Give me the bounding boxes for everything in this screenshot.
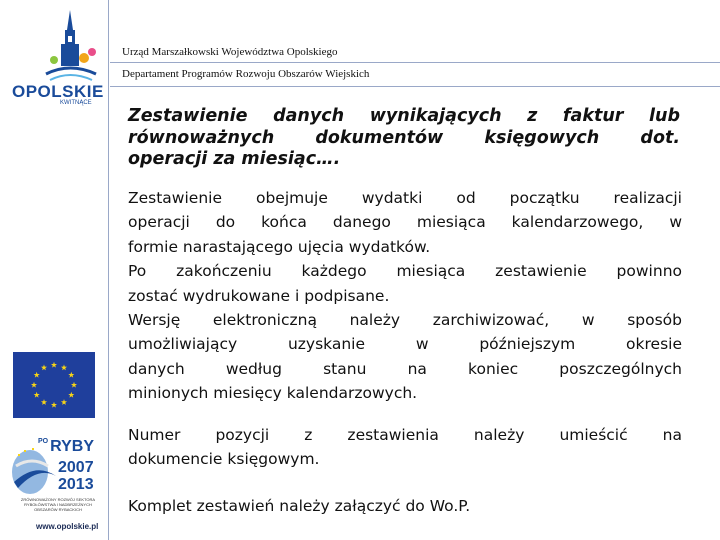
text-line: Po zakończeniu każdego miesiąca zestawienie powinno	[128, 262, 682, 281]
ryby-logo-title: $^{PO}$ RYBY	[38, 438, 94, 455]
title-line: równoważnych dokumentów księgowych dot.	[128, 127, 680, 148]
paragraph-attachment	[128, 494, 682, 518]
title-line: operacji za miesiąc….	[128, 149, 341, 169]
text-line: formie narastającego ujęcia wydatków.	[128, 237, 431, 256]
text-line: Numer pozycji z zestawienia należy umieścić na	[128, 426, 682, 444]
text-line: operacji do końca danego miesiąca kalendarzowego, w	[128, 213, 682, 232]
header-divider-2	[110, 86, 720, 87]
paragraph-position-number	[128, 423, 682, 472]
text-line: minionych miesięcy kalendarzowych.	[128, 384, 418, 403]
text-line: danych według stanu na koniec poszczególnych	[128, 359, 682, 378]
title-line: Zestawienie danych wynikających z faktur lub	[128, 106, 680, 126]
opolskie-logo-sub: KWITNĄCE	[60, 100, 92, 106]
left-sidebar	[0, 0, 108, 540]
website-url: www.opolskie.pl	[36, 522, 99, 531]
header-office: Urząd Marszałkowski Województwa Opolskiego	[122, 46, 338, 58]
header-divider-1	[110, 62, 720, 63]
ryby-logo-caption: ZRÓWNOWAŻONY ROZWÓJ SEKTORA RYBOŁÓWSTWA I NADBRZEŻNYCH OBSZARÓW RYBACKICH	[20, 497, 96, 512]
text-line: Komplet zestawień należy załączyć do Wo.P.	[128, 497, 471, 515]
text-line: Wersję elektroniczną należy zarchiwizować, w sposób	[128, 311, 682, 330]
text-line: Zestawienie obejmuje wydatki od początku realizacji	[128, 189, 682, 207]
text-line: umożliwiający uzyskanie w późniejszym okresie	[128, 335, 682, 354]
opolskie-logo-text: OPOLSKIE	[12, 82, 104, 101]
slide-title	[128, 106, 680, 171]
opolskie-tower-icon	[40, 8, 100, 86]
eu-flag-icon	[13, 352, 95, 418]
ryby-year-end: 2013	[58, 476, 94, 493]
ryby-year-start: 2007	[58, 459, 94, 476]
text-line: dokumencie księgowym.	[128, 450, 320, 469]
paragraph-scope	[128, 186, 682, 406]
sidebar-divider	[108, 0, 109, 540]
header-department: Departament Programów Rozwoju Obszarów Wiejskich	[122, 68, 370, 80]
text-line: zostać wydrukowane i podpisane.	[128, 286, 390, 305]
